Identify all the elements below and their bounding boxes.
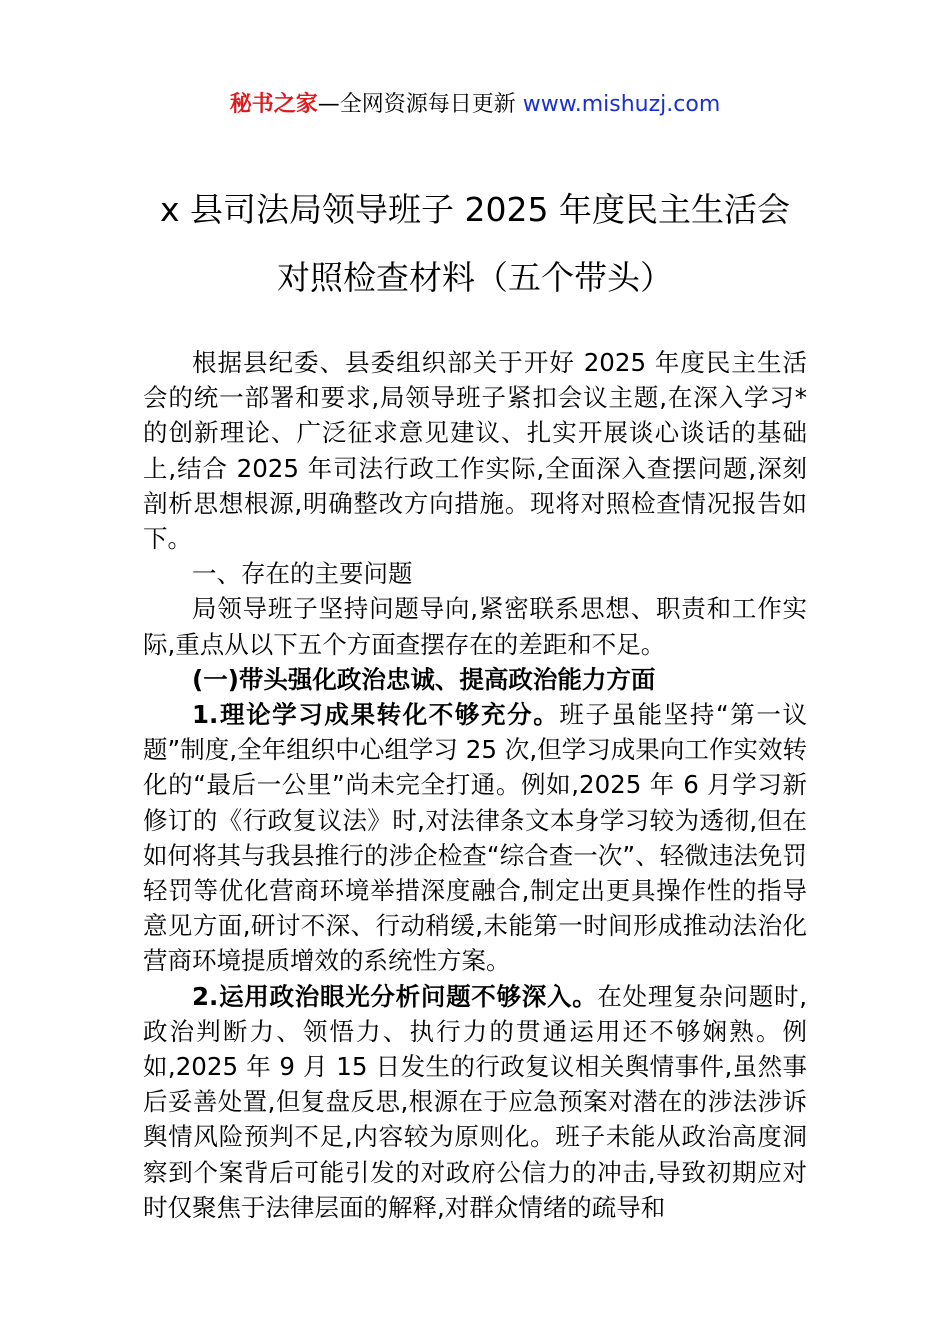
item-text-1: 班子虽能坚持“第一议题”制度,全年组织中心组学习 25 次,但学习成果向工作实效转化的“最后一公里”尚未完全打通。例如,2025 年 6 月学习新修订的《行政复议法》时,对法律条文本身学习较为透彻,但在如何将其与我县推行的涉企检查“综合查一次”、轻微违法免罚轻罚等优化营商环境举措深度融合,制定出更具操作性的指导意见方面,研讨不深、行动稍缓,未能第一时间形成推动法治化营商环境提质增效的系统性方案。 (143, 700, 807, 976)
site-url-link[interactable]: www.mishuzj.com (522, 92, 721, 117)
document-body (143, 345, 807, 1225)
intro-paragraph: 根据县纪委、县委组织部关于开好 2025 年度民主生活会的统一部署和要求,局领导班子紧扣会议主题,在深入学习*的创新理论、广泛征求意见建议、扎实开展谈心谈话的基础上,结合 2025 年司法行政工作实际,全面深入查摆问题,深刻剖析思想根源,明确整改方向措施。现将对照检查情况报告如下。 (143, 348, 807, 554)
section-intro-paragraph: 局领导班子坚持问题导向,紧密联系思想、职责和工作实际,重点从以下五个方面查摆存在的差距和不足。 (143, 594, 807, 659)
item-heading-1: 1.理论学习成果转化不够充分。 (192, 700, 560, 730)
section-heading: 一、存在的主要问题 (192, 559, 413, 589)
document-title-line-1: x 县司法局领导班子 2025 年度民主生活会 (160, 190, 790, 229)
site-brand: 秘书之家 (229, 92, 318, 117)
subsection-heading: (一)带头强化政治忠诚、提高政治能力方面 (192, 664, 656, 694)
item-paragraph-2 (143, 979, 807, 1225)
document-title-line-2: 对照检查材料（五个带头） (277, 258, 673, 297)
item-paragraph-1 (143, 697, 807, 979)
site-header (0, 88, 950, 122)
item-text-2: 在处理复杂问题时,政治判断力、领悟力、执行力的贯通运用还不够娴熟。例如,2025 年 9 月 15 日发生的行政复议相关舆情事件,虽然事后妥善处置,但复盘反思,根源在于应急预案对潜在的涉法涉诉舆情风险预判不足,内容较为原则化。班子未能从政治高度洞察到个案背后可能引发的对政府公信力的冲击,导致初期应对时仅聚焦于法律层面的解释,对群众情绪的疏导和 (143, 981, 807, 1222)
item-heading-2: 2.运用政治眼光分析问题不够深入。 (192, 981, 598, 1011)
site-tagline: —全网资源每日更新 (317, 92, 523, 117)
